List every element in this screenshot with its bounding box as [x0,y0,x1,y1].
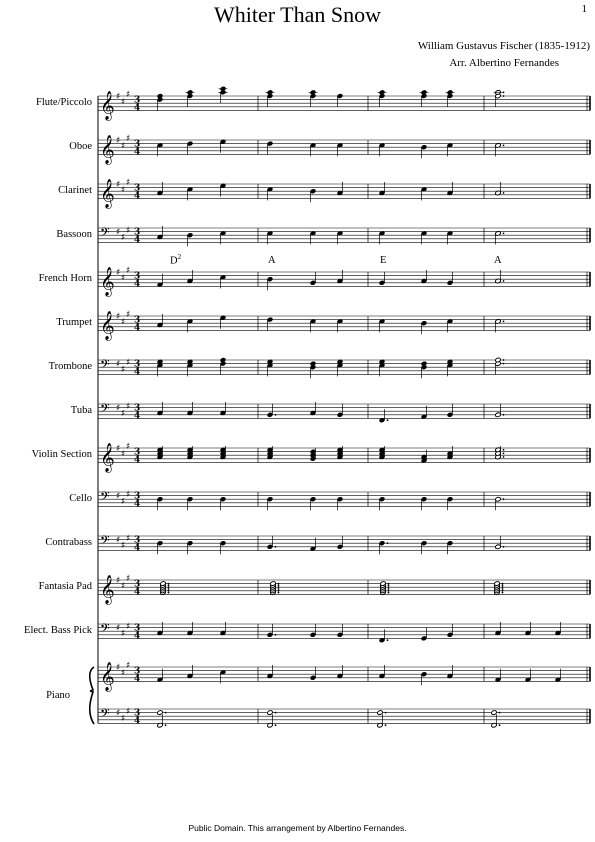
treble-clef-icon: 𝄞 [100,574,115,604]
note [495,361,504,375]
note [267,141,273,155]
note [421,541,427,555]
note [495,536,504,550]
bass-clef-icon: 𝄢 [100,225,110,244]
note [220,497,226,511]
note [495,93,504,107]
note [337,93,343,107]
note [420,90,429,95]
sharp-icon: ♯ [116,491,121,502]
time-signature-bottom: 4 [134,191,141,202]
treble-clef-icon: 𝄞 [100,90,115,120]
instrument-label-french-horn: French Horn [38,273,92,284]
instrument-label-fantasia-pad: Fantasia Pad [38,581,92,592]
bass-clef-icon: 𝄢 [100,489,110,508]
sharp-icon: ♯ [121,668,126,679]
sharp-icon: ♯ [116,180,121,190]
sharp-icon: ♯ [116,444,121,454]
time-signature-bottom: 4 [134,323,141,334]
time-signature-bottom: 4 [134,499,141,510]
staff [98,225,590,245]
note [337,497,343,511]
sharp-icon: ♯ [116,268,121,278]
sharp-icon: ♯ [121,141,126,152]
note [310,272,316,286]
sharp-icon: ♯ [126,489,131,500]
bass-clef-icon: 𝄢 [100,706,110,725]
note [266,90,275,95]
time-signature-bottom: 4 [134,103,141,114]
note [157,97,163,111]
note [187,497,193,511]
time-signature-bottom: 4 [134,411,141,422]
time-signature-bottom: 4 [134,235,141,246]
sharp-icon: ♯ [116,359,121,370]
time-signature-top: 3 [134,271,141,282]
note [220,541,226,555]
note [157,541,163,555]
composer-credit: William Gustavus Fischer (1835-1912) [417,40,590,52]
sharp-icon: ♯ [116,663,121,673]
sharp-icon: ♯ [126,178,131,189]
note [267,404,276,418]
note [267,277,273,291]
time-signature-top: 3 [134,579,141,590]
time-signature-top: 3 [134,315,141,326]
instrument-label-cello: Cello [69,493,92,504]
note [157,710,166,715]
note [267,93,273,107]
treble-clef-icon: 𝄞 [100,661,115,691]
sharp-icon: ♯ [126,706,131,717]
time-signature-bottom: 4 [134,674,141,685]
instrument-label-bassoon: Bassoon [56,229,92,240]
staff [98,661,590,691]
sharp-icon: ♯ [116,576,121,586]
note [447,624,453,638]
time-signature-top: 3 [134,139,141,150]
note [337,536,343,550]
time-signature-top: 3 [134,708,141,719]
note [447,497,453,511]
footer-copyright: Public Domain. This arrangement by Albertino Fernandes. [188,823,407,833]
note [157,497,163,511]
staff [98,574,590,604]
chord-symbol-2: A [268,255,276,266]
sharp-icon: ♯ [121,409,126,419]
treble-clef-icon: 𝄞 [100,266,115,296]
sharp-icon: ♯ [126,401,131,412]
time-signature-top: 3 [134,623,141,634]
instrument-label-oboe: Oboe [69,141,92,152]
instrument-label-violin-section: Violin Section [31,449,92,460]
note [310,497,316,511]
sharp-icon: ♯ [126,357,131,368]
sharp-icon: ♯ [126,134,131,145]
note [447,541,453,555]
chord-symbol-4: A [494,255,502,266]
bass-clef-icon: 𝄢 [100,621,110,640]
note [494,90,505,95]
sharp-icon: ♯ [116,403,121,414]
time-signature-top: 3 [134,183,141,194]
sharp-icon: ♯ [126,90,131,101]
staff [98,489,590,509]
sharp-icon: ♯ [116,227,121,238]
time-signature-top: 3 [134,491,141,502]
sharp-icon: ♯ [121,449,126,460]
page-title: Whiter Than Snow [213,2,381,27]
note [379,93,385,107]
sharp-icon: ♯ [121,97,126,108]
time-signature-bottom: 4 [134,147,141,158]
bass-clef-icon: 𝄢 [100,357,110,376]
time-signature-top: 3 [134,535,141,546]
treble-clef-icon: 𝄞 [100,178,115,208]
note [421,93,427,107]
note [421,672,427,686]
sharp-icon: ♯ [126,533,131,544]
note [310,189,316,203]
instrument-label-clarinet: Clarinet [58,185,92,196]
note [220,361,226,375]
note [377,710,386,715]
sharp-icon: ♯ [126,266,131,277]
note [337,624,343,638]
note [447,93,453,107]
instrument-label-contrabass: Contrabass [45,537,92,548]
treble-clef-icon: 𝄞 [100,134,115,164]
note [421,145,427,159]
note [187,541,193,555]
note [267,317,273,331]
chord-symbol-1: $D^2$ [170,253,182,267]
note [337,404,343,418]
sharp-icon: ♯ [121,365,126,375]
note [379,541,388,555]
note [187,93,193,107]
sharp-icon: ♯ [121,541,126,551]
staff [98,706,590,726]
sharp-icon: ♯ [121,581,126,592]
note [421,497,427,511]
sharp-icon: ♯ [121,185,126,196]
sharp-icon: ♯ [121,233,126,243]
note [447,272,453,286]
sharp-icon: ♯ [121,273,126,284]
instrument-label-elect-bass: Elect. Bass Pick [24,625,92,636]
staff [98,266,590,296]
sharp-icon: ♯ [121,497,126,507]
staff [98,178,590,208]
sharp-icon: ♯ [126,225,131,236]
note [379,497,385,511]
note [421,365,427,379]
sharp-icon: ♯ [126,442,131,453]
instrument-label-piano: Piano [46,690,70,701]
staff [98,533,590,553]
instrument-label-flute: Flute/Piccolo [36,97,92,108]
staff [98,310,590,340]
bass-clef-icon: 𝄢 [100,533,110,552]
page-number: 1 [581,3,587,15]
time-signature-top: 3 [134,447,141,458]
note [267,624,276,638]
note [378,90,387,95]
note [310,667,316,681]
note [187,141,193,155]
sharp-icon: ♯ [126,310,131,321]
sharp-icon: ♯ [121,629,126,639]
bass-clef-icon: 𝄢 [100,401,110,420]
piano-brace-icon [90,667,94,724]
chord-symbol-3: E [380,255,387,266]
note [421,321,427,335]
note [310,624,316,638]
note [495,497,504,511]
time-signature-top: 3 [134,227,141,238]
time-signature-bottom: 4 [134,367,141,378]
sharp-icon: ♯ [116,136,121,146]
sharp-icon: ♯ [116,708,121,719]
time-signature-bottom: 4 [134,716,141,727]
sharp-icon: ♯ [116,535,121,546]
note [447,404,453,418]
time-signature-bottom: 4 [134,543,141,554]
instrument-label-trumpet: Trumpet [56,317,92,328]
note [379,272,385,286]
note [267,497,273,511]
sharp-icon: ♯ [126,574,131,585]
time-signature-top: 3 [134,95,141,106]
time-signature-top: 3 [134,403,141,414]
sharp-icon: ♯ [126,621,131,632]
note [219,90,228,104]
note [495,357,504,362]
time-signature-bottom: 4 [134,455,141,466]
time-signature-bottom: 4 [134,587,141,598]
note [421,627,427,641]
note [495,404,504,418]
sharp-icon: ♯ [116,312,121,322]
time-signature-top: 3 [134,666,141,677]
note [267,536,276,550]
staff [98,90,590,120]
treble-clef-icon: 𝄞 [100,310,115,340]
note [310,93,316,107]
time-signature-top: 3 [134,359,141,370]
arranger-credit: Arr. Albertino Fernandes [449,57,559,69]
instrument-label-tuba: Tuba [70,405,92,416]
instrument-label-trombone: Trombone [48,361,92,372]
staff [98,134,590,164]
note [187,233,193,247]
sharp-icon: ♯ [116,623,121,634]
sharp-icon: ♯ [121,317,126,328]
sharp-icon: ♯ [121,714,126,724]
time-signature-bottom: 4 [134,631,141,642]
staff [98,442,590,472]
note [186,90,195,95]
sharp-icon: ♯ [126,661,131,672]
staff [98,401,590,421]
sharp-icon: ♯ [116,92,121,102]
treble-clef-icon: 𝄞 [100,442,115,472]
note [309,90,318,95]
note [491,710,500,715]
note [310,365,316,379]
time-signature-bottom: 4 [134,279,141,290]
note [446,90,455,95]
staff [98,621,590,641]
staff [98,357,590,377]
note [267,710,276,715]
